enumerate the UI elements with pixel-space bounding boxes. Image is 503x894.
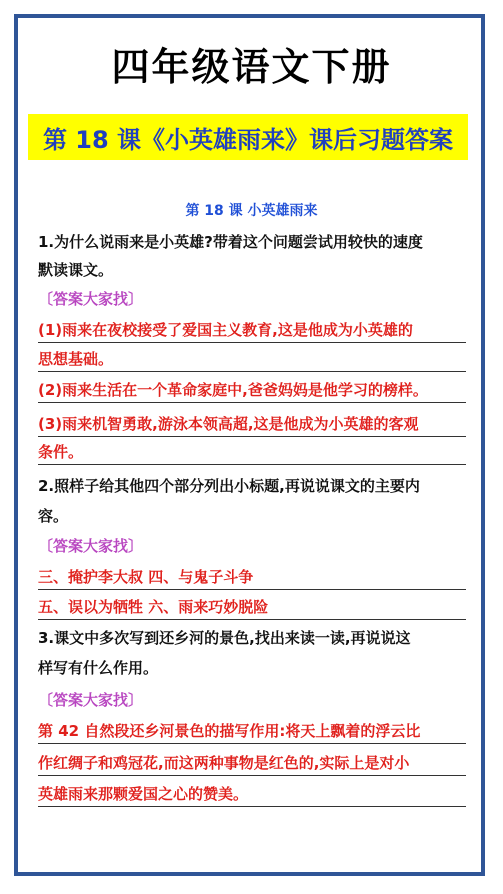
answer-1-line-5: 条件。 bbox=[38, 442, 466, 465]
banner-title: 第 18 课《小英雄雨来》课后习题答案 bbox=[42, 126, 454, 154]
answer-tag-2: 〔答案大家找〕 bbox=[38, 537, 144, 555]
question-1-line-2: 默读课文。 bbox=[38, 261, 114, 279]
title-banner bbox=[28, 114, 468, 160]
page-title: 四年级语文下册 bbox=[111, 44, 392, 89]
answer-3-line-1: 第 42 自然段还乡河景色的描写作用:将天上飘着的浮云比 bbox=[38, 721, 466, 744]
answer-tag-1: 〔答案大家找〕 bbox=[38, 290, 144, 308]
answer-1-line-2: 思想基础。 bbox=[38, 349, 466, 372]
question-3-line-1: 3.课文中多次写到还乡河的景色,找出来读一读,再说说这 bbox=[38, 629, 411, 647]
lesson-subtitle: 第 18 课 小英雄雨来 bbox=[185, 203, 318, 219]
question-2-line-1: 2.照样子给其他四个部分列出小标题,再说说课文的主要内 bbox=[38, 477, 420, 495]
answer-3-line-2: 作红绸子和鸡冠花,而这两种事物是红色的,实际上是对小 bbox=[38, 753, 466, 776]
question-1-line-1: 1.为什么说雨来是小英雄?带着这个问题尝试用较快的速度 bbox=[38, 233, 423, 251]
answer-3-line-3: 英雄雨来那颗爱国之心的赞美。 bbox=[38, 784, 466, 807]
answer-1-line-4: (3)雨来机智勇敢,游泳本领高超,这是他成为小英雄的客观 bbox=[38, 414, 466, 437]
question-2-line-2: 容。 bbox=[38, 507, 69, 525]
answer-tag-3: 〔答案大家找〕 bbox=[38, 691, 144, 709]
answer-1-line-3: (2)雨来生活在一个革命家庭中,爸爸妈妈是他学习的榜样。 bbox=[38, 380, 466, 403]
answer-1-line-1: (1)雨来在夜校接受了爱国主义教育,这是他成为小英雄的 bbox=[38, 320, 466, 343]
question-3-line-2: 样写有什么作用。 bbox=[38, 659, 159, 677]
answer-2-line-1: 三、掩护李大叔 四、与鬼子斗争 bbox=[38, 567, 466, 590]
answer-2-line-2: 五、误以为牺牲 六、雨来巧妙脱险 bbox=[38, 597, 466, 620]
